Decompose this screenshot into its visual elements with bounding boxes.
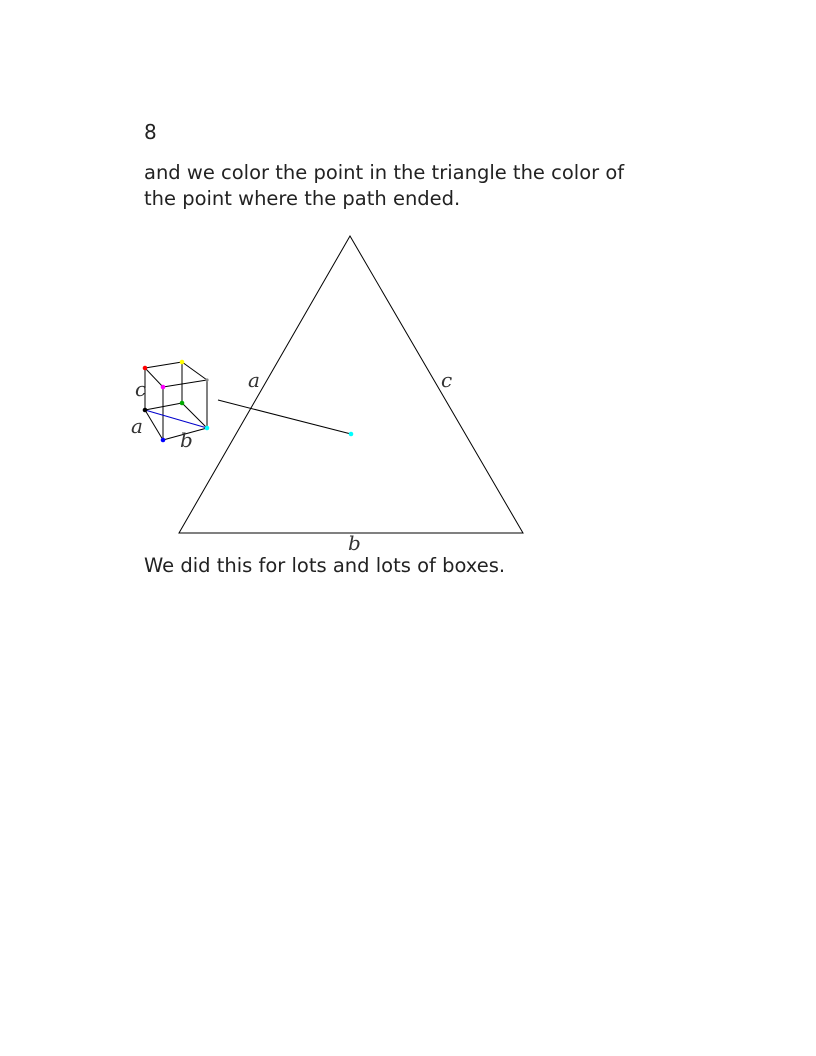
vertex-magenta — [161, 385, 166, 390]
vertex-gray — [205, 378, 208, 381]
triangle-label-a: a — [248, 368, 260, 392]
vertex-green — [180, 401, 185, 406]
paragraph-summary: We did this for lots and lots of boxes. — [144, 554, 506, 577]
triangle-label-c: c — [441, 368, 453, 392]
vertex-red — [143, 366, 148, 371]
page-number: 8 — [144, 120, 157, 144]
vertex-black — [143, 408, 148, 413]
triangle-point — [349, 432, 354, 437]
triangle-label-b: b — [348, 531, 361, 555]
triangle — [179, 236, 523, 533]
path-line — [218, 400, 351, 434]
cube-label-c: c — [135, 377, 147, 401]
cube-label-a: a — [131, 414, 143, 438]
cube — [145, 362, 207, 440]
cube-label-b: b — [180, 428, 193, 452]
vertex-cyan — [205, 426, 210, 431]
paragraph-intro: and we color the point in the triangle the color of the point where the path ended. — [144, 161, 625, 210]
vertex-blue — [161, 438, 166, 443]
vertex-yellow — [180, 360, 185, 365]
